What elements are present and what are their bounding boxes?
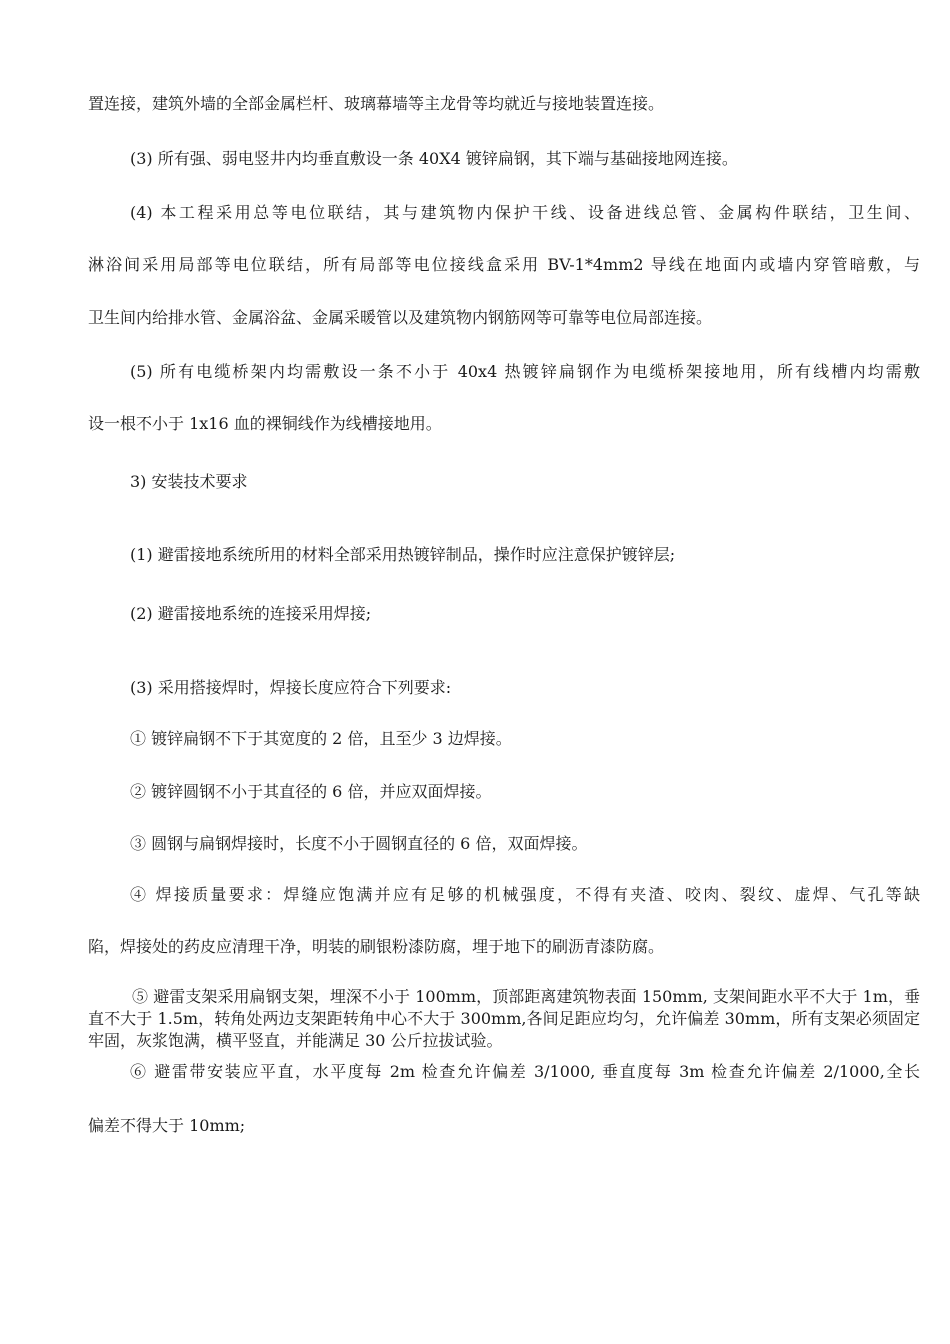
text-line-11: (3) 采用搭接焊时，焊接长度应符合下列要求:	[130, 678, 452, 697]
text-line-18: 偏差不得大于 10mm;	[88, 1116, 246, 1135]
text-line-3: (4) 本工程采用总等电位联结，其与建筑物内保护干线、设备进线总管、金属构件联结，卫生间、	[130, 203, 920, 222]
text-line-1: 置连接，建筑外墙的全部金属栏杆、玻璃幕墙等主龙骨等均就近与接地装置连接。	[88, 94, 665, 113]
text-line-15: ④ 焊接质量要求：焊缝应饱满并应有足够的机械强度，不得有夹渣、咬肉、裂纹、虚焊、气孔等缺	[130, 885, 920, 904]
paragraph-5	[88, 986, 920, 1052]
text-line-12: ① 镀锌扁钢不下于其宽度的 2 倍，且至少 3 边焊接。	[130, 729, 512, 748]
section-heading: 3) 安装技术要求	[130, 472, 248, 491]
text-line-14: ③ 圆钢与扁钢焊接时，长度不小于圆钢直径的 6 倍，双面焊接。	[130, 834, 588, 853]
text-line-10: (2) 避雷接地系统的连接采用焊接;	[130, 604, 372, 623]
text-line-5: 卫生间内给排水管、金属浴盆、金属采暖管以及建筑物内钢筋网等可靠等电位局部连接。	[88, 308, 713, 327]
text-line-9: (1) 避雷接地系统所用的材料全部采用热镀锌制品，操作时应注意保护镀锌层;	[130, 545, 676, 564]
text-line-13: ② 镀锌圆钢不小于其直径的 6 倍，并应双面焊接。	[130, 782, 492, 801]
text-line-4: 淋浴间采用局部等电位联结，所有局部等电位接线盒采用 BV-1*4mm2 导线在地面内或墙内穿管暗敷，与	[88, 255, 920, 274]
text-line-17: ⑥ 避雷带安装应平直，水平度每 2m 检查允许偏差 3/1000, 垂直度每 3m 检查允许偏差 2/1000,全长	[130, 1062, 920, 1081]
text-line-2: (3) 所有强、弱电竖井内均垂直敷设一条 40X4 镀锌扁钢，其下端与基础接地网连接。	[130, 149, 738, 168]
text-line-6: (5) 所有电缆桥架内均需敷设一条不小于 40x4 热镀锌扁钢作为电缆桥架接地用，所有线槽内均需敷	[130, 362, 920, 381]
text-line-7: 设一根不小于 1x16 血的裸铜线作为线槽接地用。	[88, 414, 442, 433]
text-line-16: 陷，焊接处的药皮应清理干净，明装的刷银粉漆防腐，埋于地下的刷沥青漆防腐。	[88, 937, 665, 956]
paragraph-5-text: ⑤ 避雷支架采用扁钢支架，埋深不小于 100mm，顶部距离建筑物表面 150mm, 支架间距水平不大于 1m，垂直不大于 1.5m，转角处两边支架距转角中心不大于 300mm,各间足距应均匀，允许偏差 30mm，所有支架必须固定牢固，灰浆饱满，横平竖直，并能满足 30 公斤拉拔试验。	[88, 987, 920, 1050]
